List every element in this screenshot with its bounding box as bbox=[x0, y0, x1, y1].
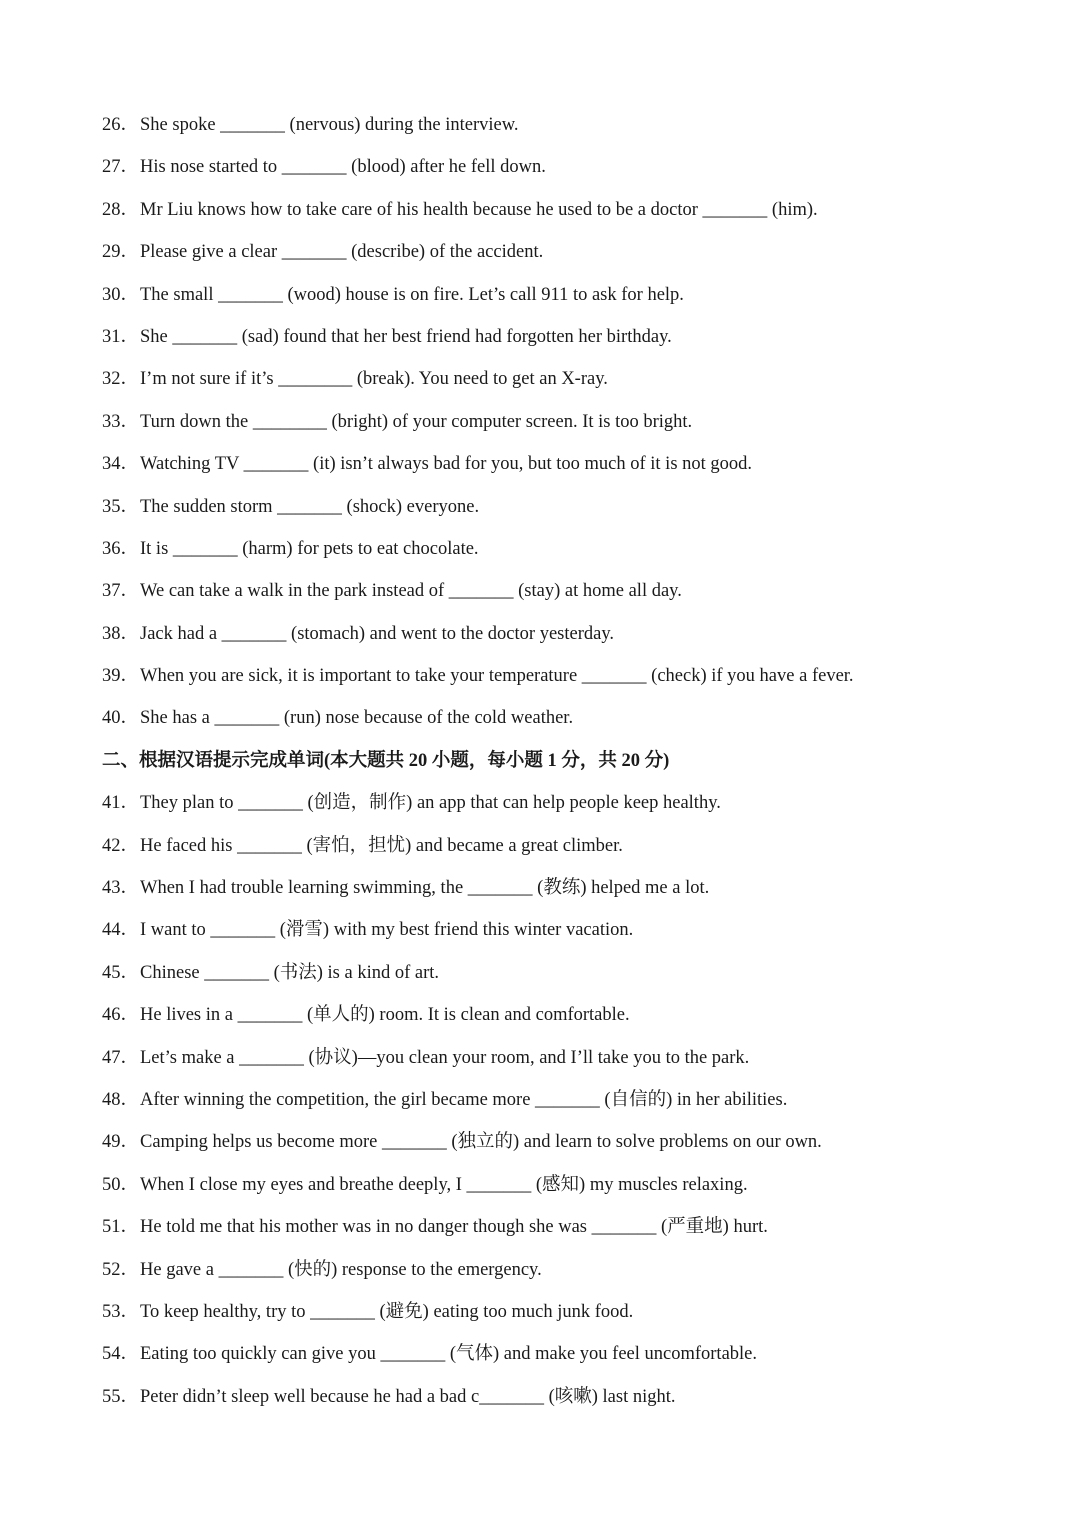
question-item bbox=[102, 236, 1052, 278]
question-number: 47． bbox=[102, 1047, 140, 1068]
question-text: Eating too quickly can give you _______ (气体) and make you feel uncomfortable. bbox=[140, 1344, 758, 1365]
exercise-list bbox=[102, 109, 1052, 1423]
question-text: She spoke _______ (nervous) during the interview. bbox=[140, 115, 519, 135]
question-number: 29． bbox=[102, 242, 140, 263]
question-text: The small _______ (wood) house is on fire. Let’s call 911 to ask for help. bbox=[140, 284, 684, 305]
question-item bbox=[102, 1126, 1052, 1168]
question-text: He gave a _______ (快的) response to the emergency. bbox=[140, 1259, 542, 1280]
question-item bbox=[102, 872, 1052, 914]
question-number: 51． bbox=[102, 1217, 140, 1238]
question-number: 32． bbox=[102, 369, 140, 390]
question-number: 46． bbox=[102, 1005, 140, 1026]
question-item bbox=[102, 660, 1052, 702]
question-item bbox=[102, 533, 1052, 575]
question-text: I’m not sure if it’s ________ (break). You need to get an X-ray. bbox=[140, 369, 608, 390]
question-text: Chinese _______ (书法) is a kind of art. bbox=[140, 962, 440, 983]
question-number: 28． bbox=[102, 199, 140, 220]
question-item bbox=[102, 618, 1052, 660]
question-number: 27． bbox=[102, 157, 140, 178]
question-item bbox=[102, 1296, 1052, 1338]
question-text: He faced his _______ (害怕，担忧) and became a great climber. bbox=[140, 835, 623, 856]
question-text: He told me that his mother was in no danger though she was _______ (严重地) hurt. bbox=[140, 1217, 768, 1238]
question-number: 38． bbox=[102, 623, 140, 644]
question-text: Turn down the ________ (bright) of your computer screen. It is too bright. bbox=[140, 411, 693, 432]
question-number: 33． bbox=[102, 411, 140, 432]
question-text: Camping helps us become more _______ (独立的) and learn to solve problems on our own. bbox=[140, 1132, 822, 1153]
question-number: 30． bbox=[102, 284, 140, 305]
question-number: 35． bbox=[102, 496, 140, 517]
question-text: When I close my eyes and breathe deeply, I _______ (感知) my muscles relaxing. bbox=[140, 1174, 748, 1195]
question-item bbox=[102, 575, 1052, 617]
question-text: Watching TV _______ (it) isn’t always bad for you, but too much of it is not good. bbox=[140, 454, 753, 475]
question-number: 44． bbox=[102, 920, 140, 941]
question-text: When you are sick, it is important to take your temperature _______ (check) if you have a fever. bbox=[140, 666, 854, 687]
question-text: Let’s make a _______ (协议)—you clean your room, and I’ll take you to the park. bbox=[140, 1047, 750, 1068]
question-text: Mr Liu knows how to take care of his health because he used to be a doctor _______ (him). bbox=[140, 199, 818, 220]
question-number: 40． bbox=[102, 708, 140, 729]
question-text: It is _______ (harm) for pets to eat chocolate. bbox=[140, 538, 479, 559]
question-text: Jack had a _______ (stomach) and went to the doctor yesterday. bbox=[140, 623, 614, 644]
question-number: 34． bbox=[102, 454, 140, 475]
question-number: 52． bbox=[102, 1259, 140, 1280]
question-item bbox=[102, 914, 1052, 956]
question-number: 43． bbox=[102, 878, 140, 899]
question-number: 31． bbox=[102, 326, 140, 347]
question-text: We can take a walk in the park instead of _______ (stay) at home all day. bbox=[140, 581, 682, 602]
question-text: She has a _______ (run) nose because of the cold weather. bbox=[140, 708, 574, 729]
question-item bbox=[102, 1042, 1052, 1084]
question-number: 37． bbox=[102, 581, 140, 602]
question-number: 50． bbox=[102, 1174, 140, 1195]
question-number: 39． bbox=[102, 666, 140, 687]
question-text: To keep healthy, try to _______ (避免) eating too much junk food. bbox=[140, 1301, 634, 1322]
question-item bbox=[102, 787, 1052, 829]
question-text: When I had trouble learning swimming, the _______ (教练) helped me a lot. bbox=[140, 878, 710, 899]
question-number: 45． bbox=[102, 962, 140, 983]
question-number: 54． bbox=[102, 1344, 140, 1365]
question-item bbox=[102, 109, 1052, 151]
question-item bbox=[102, 363, 1052, 405]
question-item bbox=[102, 999, 1052, 1041]
question-item bbox=[102, 1338, 1052, 1380]
question-item bbox=[102, 702, 1052, 744]
question-item bbox=[102, 957, 1052, 999]
section-heading: 二、根据汉语提示完成单词(本大题共 20 小题，每小题 1 分，共 20 分) bbox=[102, 750, 670, 771]
question-text: Peter didn’t sleep well because he had a bad c_______ (咳嗽) last night. bbox=[140, 1386, 676, 1407]
question-number: 55． bbox=[102, 1386, 140, 1407]
question-text: I want to _______ (滑雪) with my best friend this winter vacation. bbox=[140, 920, 634, 941]
question-item bbox=[102, 1381, 1052, 1423]
question-item bbox=[102, 1084, 1052, 1126]
question-text: She _______ (sad) found that her best friend had forgotten her birthday. bbox=[140, 326, 672, 347]
question-item bbox=[102, 1169, 1052, 1211]
question-item bbox=[102, 279, 1052, 321]
question-number: 49． bbox=[102, 1132, 140, 1153]
question-item bbox=[102, 1211, 1052, 1253]
question-text: Please give a clear _______ (describe) of the accident. bbox=[140, 242, 544, 263]
question-number: 26． bbox=[102, 115, 140, 135]
question-number: 36． bbox=[102, 538, 140, 559]
question-text: They plan to _______ (创造，制作) an app that can help people keep healthy. bbox=[140, 793, 721, 814]
question-text: He lives in a _______ (单人的) room. It is clean and comfortable. bbox=[140, 1005, 630, 1026]
question-item bbox=[102, 321, 1052, 363]
question-item bbox=[102, 406, 1052, 448]
question-item bbox=[102, 194, 1052, 236]
question-item bbox=[102, 491, 1052, 533]
question-item bbox=[102, 151, 1052, 193]
question-number: 41． bbox=[102, 793, 140, 814]
question-number: 42． bbox=[102, 835, 140, 856]
question-item bbox=[102, 448, 1052, 490]
question-text: His nose started to _______ (blood) after he fell down. bbox=[140, 157, 546, 178]
question-item bbox=[102, 830, 1052, 872]
question-text: After winning the competition, the girl became more _______ (自信的) in her abilities. bbox=[140, 1089, 788, 1110]
question-item bbox=[102, 1254, 1052, 1296]
question-number: 53． bbox=[102, 1301, 140, 1322]
question-text: The sudden storm _______ (shock) everyone. bbox=[140, 496, 480, 517]
question-number: 48． bbox=[102, 1089, 140, 1110]
